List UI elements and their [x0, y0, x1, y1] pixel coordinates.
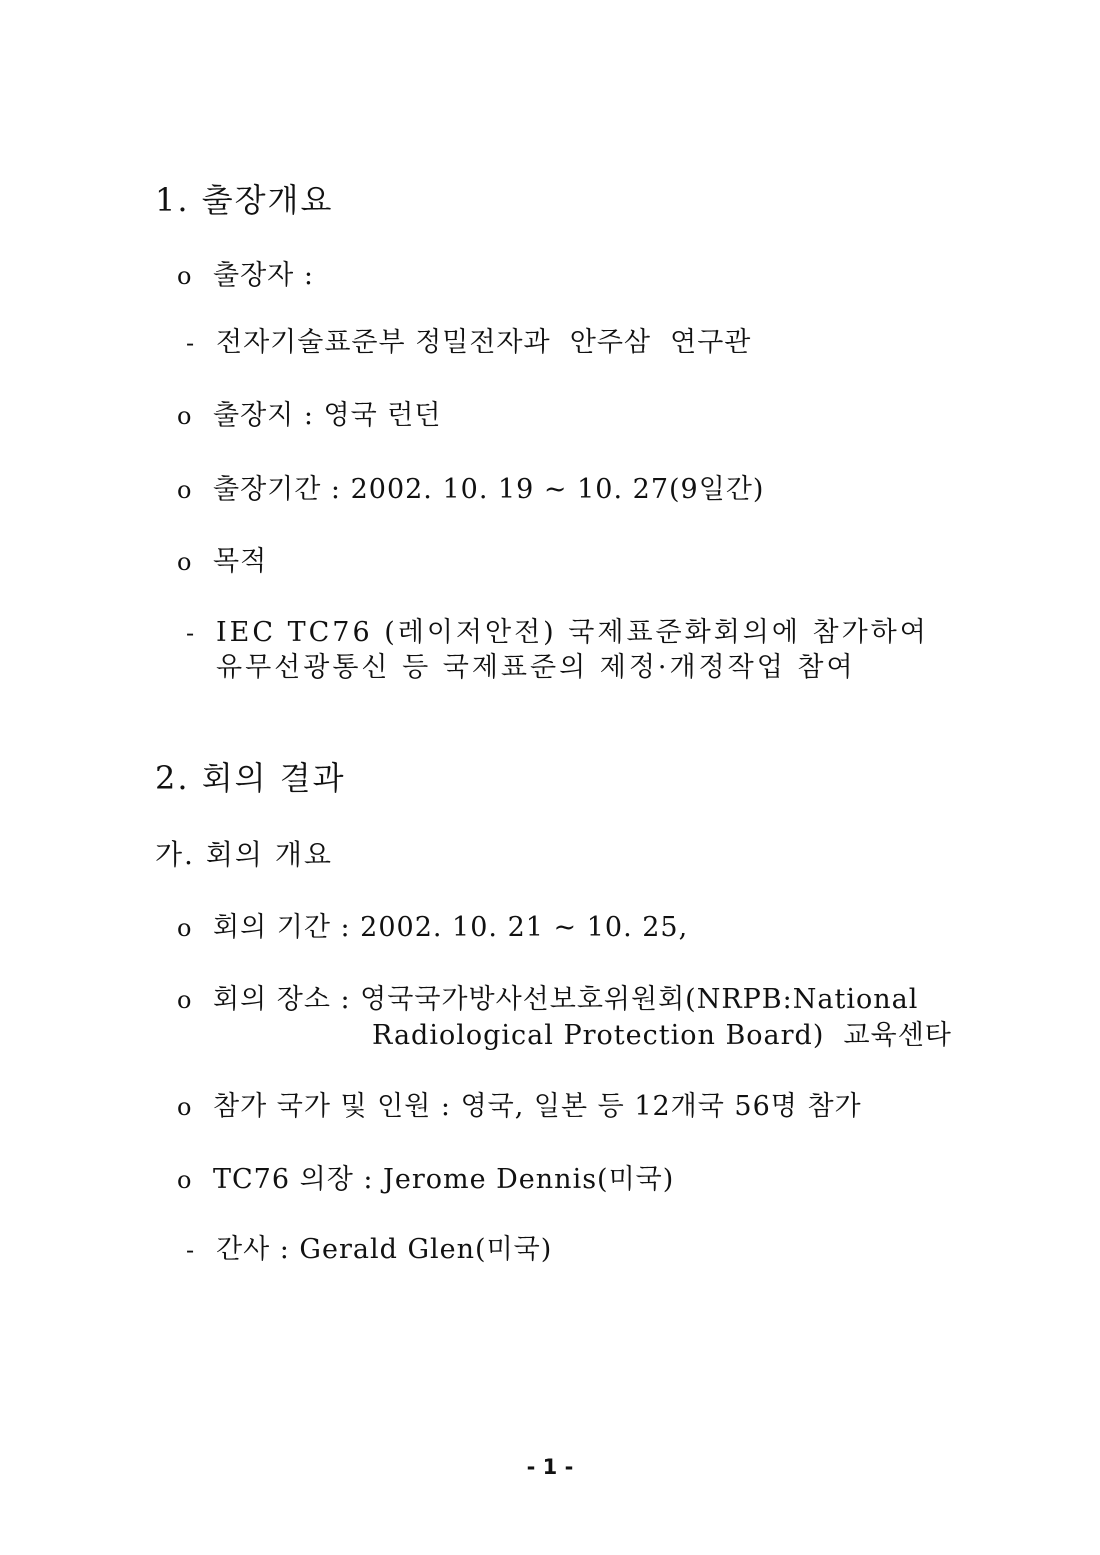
section1-heading: 1. 출장개요: [155, 181, 334, 219]
dash-marker: -: [186, 329, 195, 357]
purpose-label: 목적: [213, 546, 268, 577]
bullet-marker: o: [177, 402, 192, 430]
bullet-marker: o: [177, 1166, 192, 1194]
purpose-detail-line2: 유무선광통신 등 국제표준의 제정·개정작업 참여: [216, 652, 856, 683]
venue-line2: Radiological Protection Board) 교육센타: [372, 1020, 952, 1051]
bullet-marker: o: [177, 548, 192, 576]
participants-text: 참가 국가 및 인원 : 영국, 일본 등 12개국 56명 참가: [213, 1091, 862, 1122]
bullet-marker: o: [177, 476, 192, 504]
venue-line1: 회의 장소 : 영국국가방사선보호위원회(NRPB:National: [213, 984, 919, 1015]
bullet-marker: o: [177, 986, 192, 1014]
chair-text: TC76 의장 : Jerome Dennis(미국): [213, 1164, 675, 1195]
traveler-detail: 전자기술표준부 정밀전자과 안주삼 연구관: [216, 327, 752, 358]
bullet-marker: o: [177, 262, 192, 290]
traveler-label: 출장자 :: [213, 260, 314, 291]
trip-period-text: 출장기간 : 2002. 10. 19 ~ 10. 27(9일간): [213, 474, 765, 505]
purpose-detail-line1: IEC TC76 (레이저안전) 국제표준화회의에 참가하여: [216, 617, 929, 648]
meeting-period-text: 회의 기간 : 2002. 10. 21 ~ 10. 25,: [213, 912, 689, 943]
destination-text: 출장지 : 영국 런던: [213, 400, 442, 431]
secretary-text: 간사 : Gerald Glen(미국): [216, 1234, 553, 1265]
dash-marker: -: [186, 1236, 195, 1264]
bullet-marker: o: [177, 1093, 192, 1121]
bullet-marker: o: [177, 914, 192, 942]
section2-subheading: 가. 회의 개요: [155, 838, 333, 871]
page-number: - 1 -: [526, 1455, 574, 1479]
section2-heading: 2. 회의 결과: [155, 759, 346, 797]
dash-marker: -: [186, 619, 195, 647]
